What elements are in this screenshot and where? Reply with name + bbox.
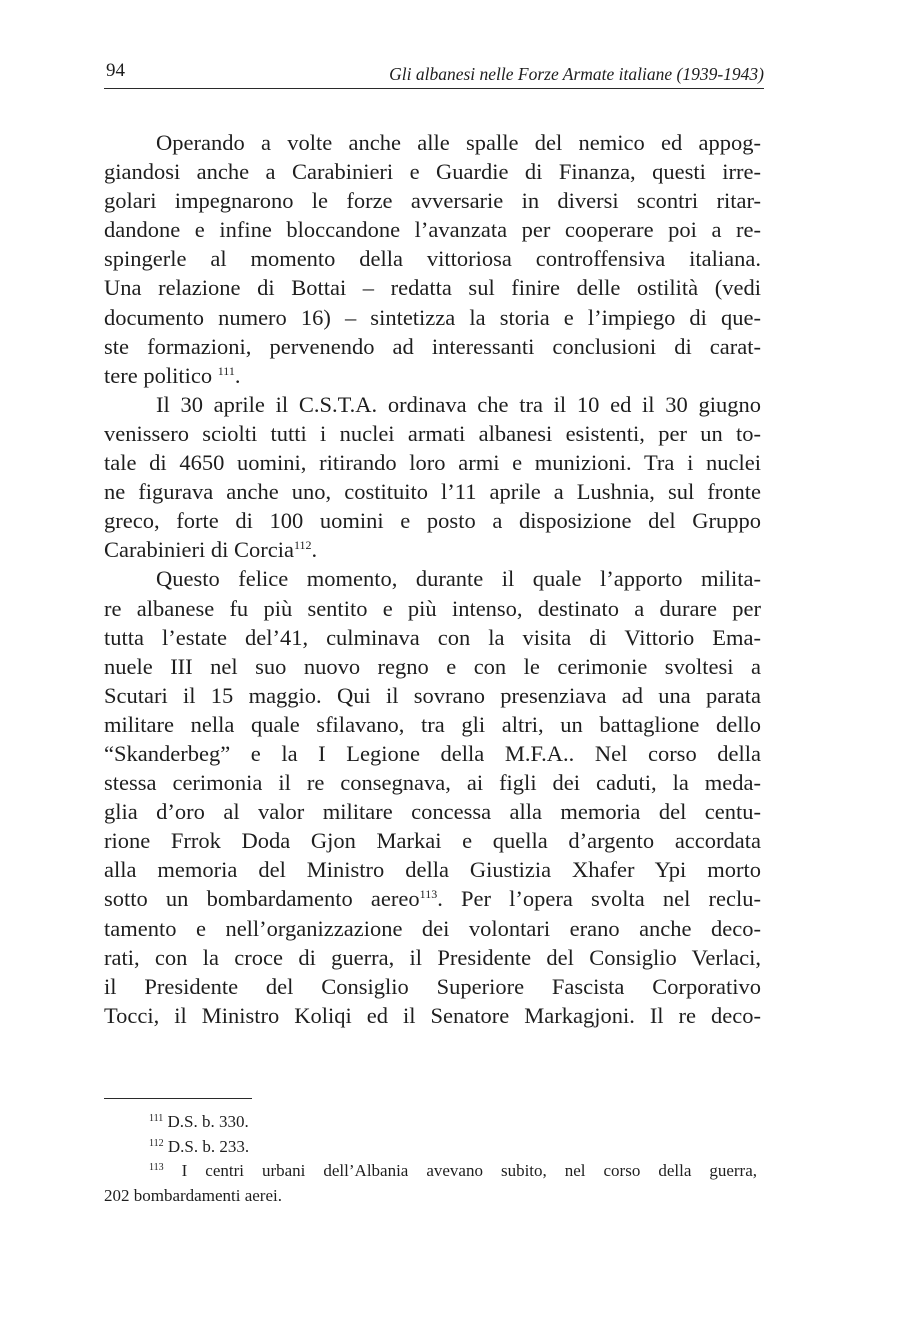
- footnote-111: [104, 1110, 757, 1135]
- running-title: Gli albanesi nelle Forze Armate italiane (1939-1943): [389, 64, 764, 84]
- paragraph-1: [104, 128, 761, 390]
- text-line: [104, 535, 761, 564]
- text-segment: .: [311, 537, 318, 563]
- text-line: il Presidente del Consiglio Superiore Fascista Corporativo: [104, 973, 761, 999]
- text-line: venissero sciolti tutti i nuclei armati albanesi esistenti, per un to-: [104, 420, 761, 446]
- text-line: golari impegnarono le forze avversarie in diversi scontri ritar-: [104, 188, 761, 214]
- text-line: re albanese fu più sentito e più intenso, destinato a durare per: [104, 595, 761, 621]
- text-line: Scutari il 15 maggio. Qui il sovrano presenziava ad una parata: [104, 682, 761, 708]
- text-line: giandosi anche a Carabinieri e Guardie di Finanza, questi irre-: [104, 159, 761, 185]
- text-segment: tere politico: [104, 362, 218, 388]
- text-line: [104, 361, 761, 390]
- footnote-text: D.S. b. 330.: [167, 1112, 249, 1131]
- footnote-113-continued: 202 bombardamenti aerei.: [104, 1185, 282, 1205]
- text-line: nuele III nel suo nuovo regno e con le cerimonie svoltesi a: [104, 653, 761, 679]
- text-line: stessa cerimonia il re consegnava, ai figli dei caduti, la meda-: [104, 770, 761, 796]
- footnote-ref-113: 113: [419, 887, 438, 902]
- text-line: spingerle al momento della vittoriosa controffensiva italiana.: [104, 246, 761, 272]
- text-line: ste formazioni, pervenendo ad interessanti conclusioni di carat-: [104, 333, 761, 359]
- text-line: “Skanderbeg” e la I Legione della M.F.A.. Nel corso della: [104, 740, 761, 766]
- footnote-number: 113: [149, 1162, 164, 1173]
- text-line: glia d’oro al valor militare concessa alla memoria del centu-: [104, 799, 761, 825]
- footnotes: [104, 1110, 757, 1208]
- text-segment: sotto un bombardamento aereo: [104, 886, 420, 912]
- text-line: rati, con la croce di guerra, il Presidente del Consiglio Verlaci,: [104, 944, 761, 970]
- text-line: tutta l’estate del’41, culminava con la visita di Vittorio Ema-: [104, 624, 761, 650]
- text-segment: .: [234, 362, 241, 388]
- text-line: tamento e nell’organizzazione dei volontari erano anche deco-: [104, 915, 761, 941]
- text-line: militare nella quale sfilavano, tra gli altri, un battaglione dello: [104, 711, 761, 737]
- text-line: documento numero 16) – sintetizza la storia e l’impiego di que-: [104, 304, 761, 330]
- footnote-text: I centri urbani dell’Albania avevano subito, nel corso della guerra,: [181, 1161, 758, 1180]
- text-line: rione Frrok Doda Gjon Markai e quella d’argento accordata: [104, 828, 761, 854]
- footnote-number: 112: [149, 1137, 164, 1149]
- text-line: Il 30 aprile il C.S.T.A. ordinava che tra il 10 ed il 30 giugno: [156, 391, 761, 417]
- text-line: Una relazione di Bottai – redatta sul finire delle ostilità (vedi: [104, 275, 761, 301]
- text-segment: Carabinieri di Corcia: [104, 537, 294, 563]
- text-line: tale di 4650 uomini, ritirando loro armi e munizioni. Tra i nuclei: [104, 450, 761, 476]
- text-line: alla memoria del Ministro della Giustizia Xhafer Ypi morto: [104, 857, 761, 883]
- footnote-113: [104, 1159, 757, 1184]
- footnote-text: D.S. b. 233.: [167, 1136, 250, 1156]
- footnote-divider: [104, 1098, 252, 1099]
- text-line: greco, forte di 100 uomini e posto a disposizione del Gruppo: [104, 508, 761, 534]
- footnote-ref-112: 112: [293, 538, 312, 553]
- text-line: dandone e infine bloccandone l’avanzata per cooperare poi a re-: [104, 217, 761, 243]
- paragraph-2: [104, 390, 761, 565]
- text-line: Questo felice momento, durante il quale l’apporto milita-: [156, 566, 761, 592]
- text-line: ne figurava anche uno, costituito l’11 aprile a Lushnia, sul fronte: [104, 479, 761, 505]
- text-line: Tocci, il Ministro Koliqi ed il Senatore Markagjoni. Il re deco-: [104, 1002, 761, 1028]
- text-segment: . Per l’opera svolta nel reclu-: [437, 886, 761, 912]
- footnote-112: [104, 1135, 757, 1160]
- text-line: [104, 884, 761, 913]
- running-header: [104, 58, 764, 89]
- body-text: [104, 128, 761, 1030]
- paragraph-3: [104, 564, 761, 1030]
- text-line: Operando a volte anche alle spalle del nemico ed appog-: [156, 130, 761, 155]
- footnote-number: 111: [149, 1113, 164, 1124]
- footnote-ref-111: 111: [217, 363, 235, 378]
- page-number: 94: [106, 60, 125, 81]
